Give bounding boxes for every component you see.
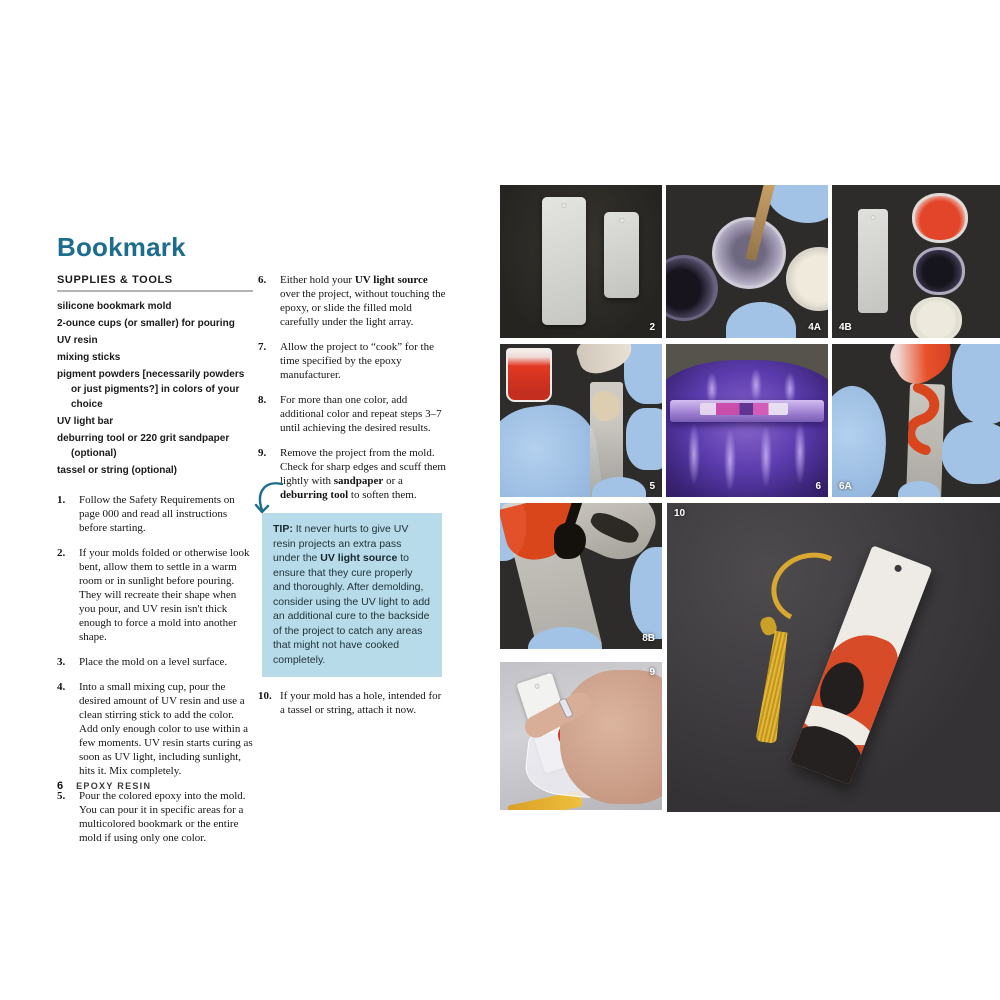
glove-shape	[942, 422, 1000, 484]
photo-label: 4B	[839, 322, 852, 333]
uv-light-bar-shape	[670, 400, 824, 422]
red-resin-cup-shape	[912, 193, 968, 243]
photo-label: 6	[815, 481, 821, 492]
photo-label: 2	[649, 322, 655, 333]
instruction-step: 7. Allow the project to “cook” for the time specified by the epoxy manufacturer.	[258, 341, 434, 381]
mold-hole	[562, 203, 567, 208]
mold-hole	[619, 218, 624, 223]
instruction-step: 3. Place the mold on a level surface.	[57, 656, 228, 668]
supply-item: silicone bookmark mold	[57, 301, 172, 312]
black-resin-in-cup-shape	[588, 508, 642, 547]
left-column	[57, 234, 253, 856]
supply-item: 2-ounce cups (or smaller) for pouring	[57, 318, 235, 329]
uv-streak	[688, 422, 700, 486]
middle-column	[258, 273, 448, 728]
bookmark-mold-shape	[858, 209, 888, 313]
mold-under-light-shape	[700, 403, 788, 415]
instruction-step: 10. If your mold has a hole, intended for a tassel or string, attach it now.	[258, 690, 442, 716]
tip-box	[262, 513, 442, 677]
uv-streak	[724, 428, 736, 492]
photo-label: 8B	[642, 633, 655, 644]
photo-two-molds	[500, 185, 662, 338]
dark-cup-shape	[666, 255, 718, 321]
supply-item: mixing sticks	[57, 352, 121, 363]
glove-shape	[726, 302, 796, 338]
glove-hand-shape	[832, 382, 894, 497]
glove-shape	[952, 344, 1000, 424]
bookmark-hole	[894, 564, 903, 573]
steps-6-to-9	[258, 273, 448, 502]
photo-pouring-orange	[832, 344, 1000, 497]
uv-streak	[760, 424, 772, 488]
photo-stirring-resin	[666, 185, 828, 338]
orange-squiggle-shape	[906, 383, 945, 497]
supplies-list	[57, 299, 253, 478]
uv-streak	[750, 368, 762, 402]
step-10	[258, 689, 448, 717]
photo-color-cups	[832, 185, 1000, 338]
glove-shape	[626, 408, 662, 470]
photo-pouring-black	[500, 503, 662, 649]
supply-item: UV resin	[57, 335, 98, 346]
uv-streak	[794, 420, 806, 484]
curved-arrow-icon	[252, 480, 286, 518]
supply-item: UV light bar	[57, 416, 114, 427]
photo-finished-bookmark	[667, 503, 1000, 812]
instruction-step: 9. Remove the project from the mold. Check for sharp edges and scuff them lightly with sandpaper or a deburring tool to soften them.	[258, 447, 446, 501]
photo-label: 6A	[839, 481, 852, 492]
supply-item: deburring tool or 220 grit sandpaper (optional)	[57, 433, 230, 459]
glove-shape	[766, 185, 828, 223]
photo-pouring-cream	[500, 344, 662, 497]
footer-section-title: EPOXY RESIN	[76, 781, 152, 791]
instruction-step: 4. Into a small mixing cup, pour the desired amount of UV resin and use a clean stirring stick to add the color. Add only enough color to use within a few moments. UV resin starts curing as soon as UV light, including sunlight, hits it. Mix completely.	[57, 681, 253, 777]
tassel-shape	[755, 630, 791, 744]
red-resin-cup-shape	[506, 348, 552, 402]
glove-shape	[630, 547, 662, 639]
photo-label: 9	[649, 667, 655, 678]
cream-resin-shape	[592, 391, 620, 421]
instruction-step: 6. Either hold your UV light source over the project, without touching the epoxy, or slide the filled mold carefully under the light array.	[258, 274, 446, 328]
photo-label: 10	[674, 508, 686, 519]
page-title: Bookmark	[57, 232, 186, 262]
supply-item: tassel or string (optional)	[57, 465, 178, 476]
supplies-heading: SUPPLIES & TOOLS	[57, 274, 253, 292]
bookmark-mold-shape	[604, 212, 639, 298]
photo-uv-curing	[666, 344, 828, 497]
instruction-step: 8. For more than one color, add additional color and repeat steps 3–7 until achieving the desired results.	[258, 394, 442, 434]
bookmark-hole	[533, 683, 539, 689]
page-number: 6	[57, 780, 64, 792]
instruction-step: 2. If your molds folded or otherwise look bent, allow them to settle in a warm room or in sunlight before pouring. They will recreate their shape when you pour, and UV resin isn't thick enough to force a mold into another shape.	[57, 547, 250, 643]
mold-hole	[871, 215, 876, 220]
instruction-step: 1. Follow the Safety Requirements on page 000 and read all instructions before starting.	[57, 494, 235, 534]
photo-label: 5	[649, 481, 655, 492]
white-resin-cup-shape	[910, 297, 962, 338]
bookmark-mold-shape	[906, 383, 945, 497]
tip-text: TIP: It never hurts to give UV resin projects an extra pass under the UV light source to ensure that they cure properly and thoroughly. After demolding, consider using the UV light to add an additional cure to the backside of the project to catch any areas that might not have cooked completely.	[273, 523, 431, 666]
supply-item: pigment powders [necessarily powders or just pigments?] in colors of your choice	[57, 369, 245, 410]
bare-hand-shape	[560, 670, 662, 804]
black-resin-cup-shape	[913, 247, 965, 295]
white-cup-shape	[786, 247, 828, 311]
instruction-step: 5. Pour the colored epoxy into the mold. You can pour it in specific areas for a multicolored bookmark or the entire mold if using only one color.	[57, 790, 246, 844]
photo-label: 4A	[808, 322, 821, 333]
photo-grid	[500, 185, 1000, 812]
bookmark-mold-shape	[542, 197, 586, 325]
photo-demolding	[500, 662, 662, 810]
page-footer	[57, 776, 151, 794]
